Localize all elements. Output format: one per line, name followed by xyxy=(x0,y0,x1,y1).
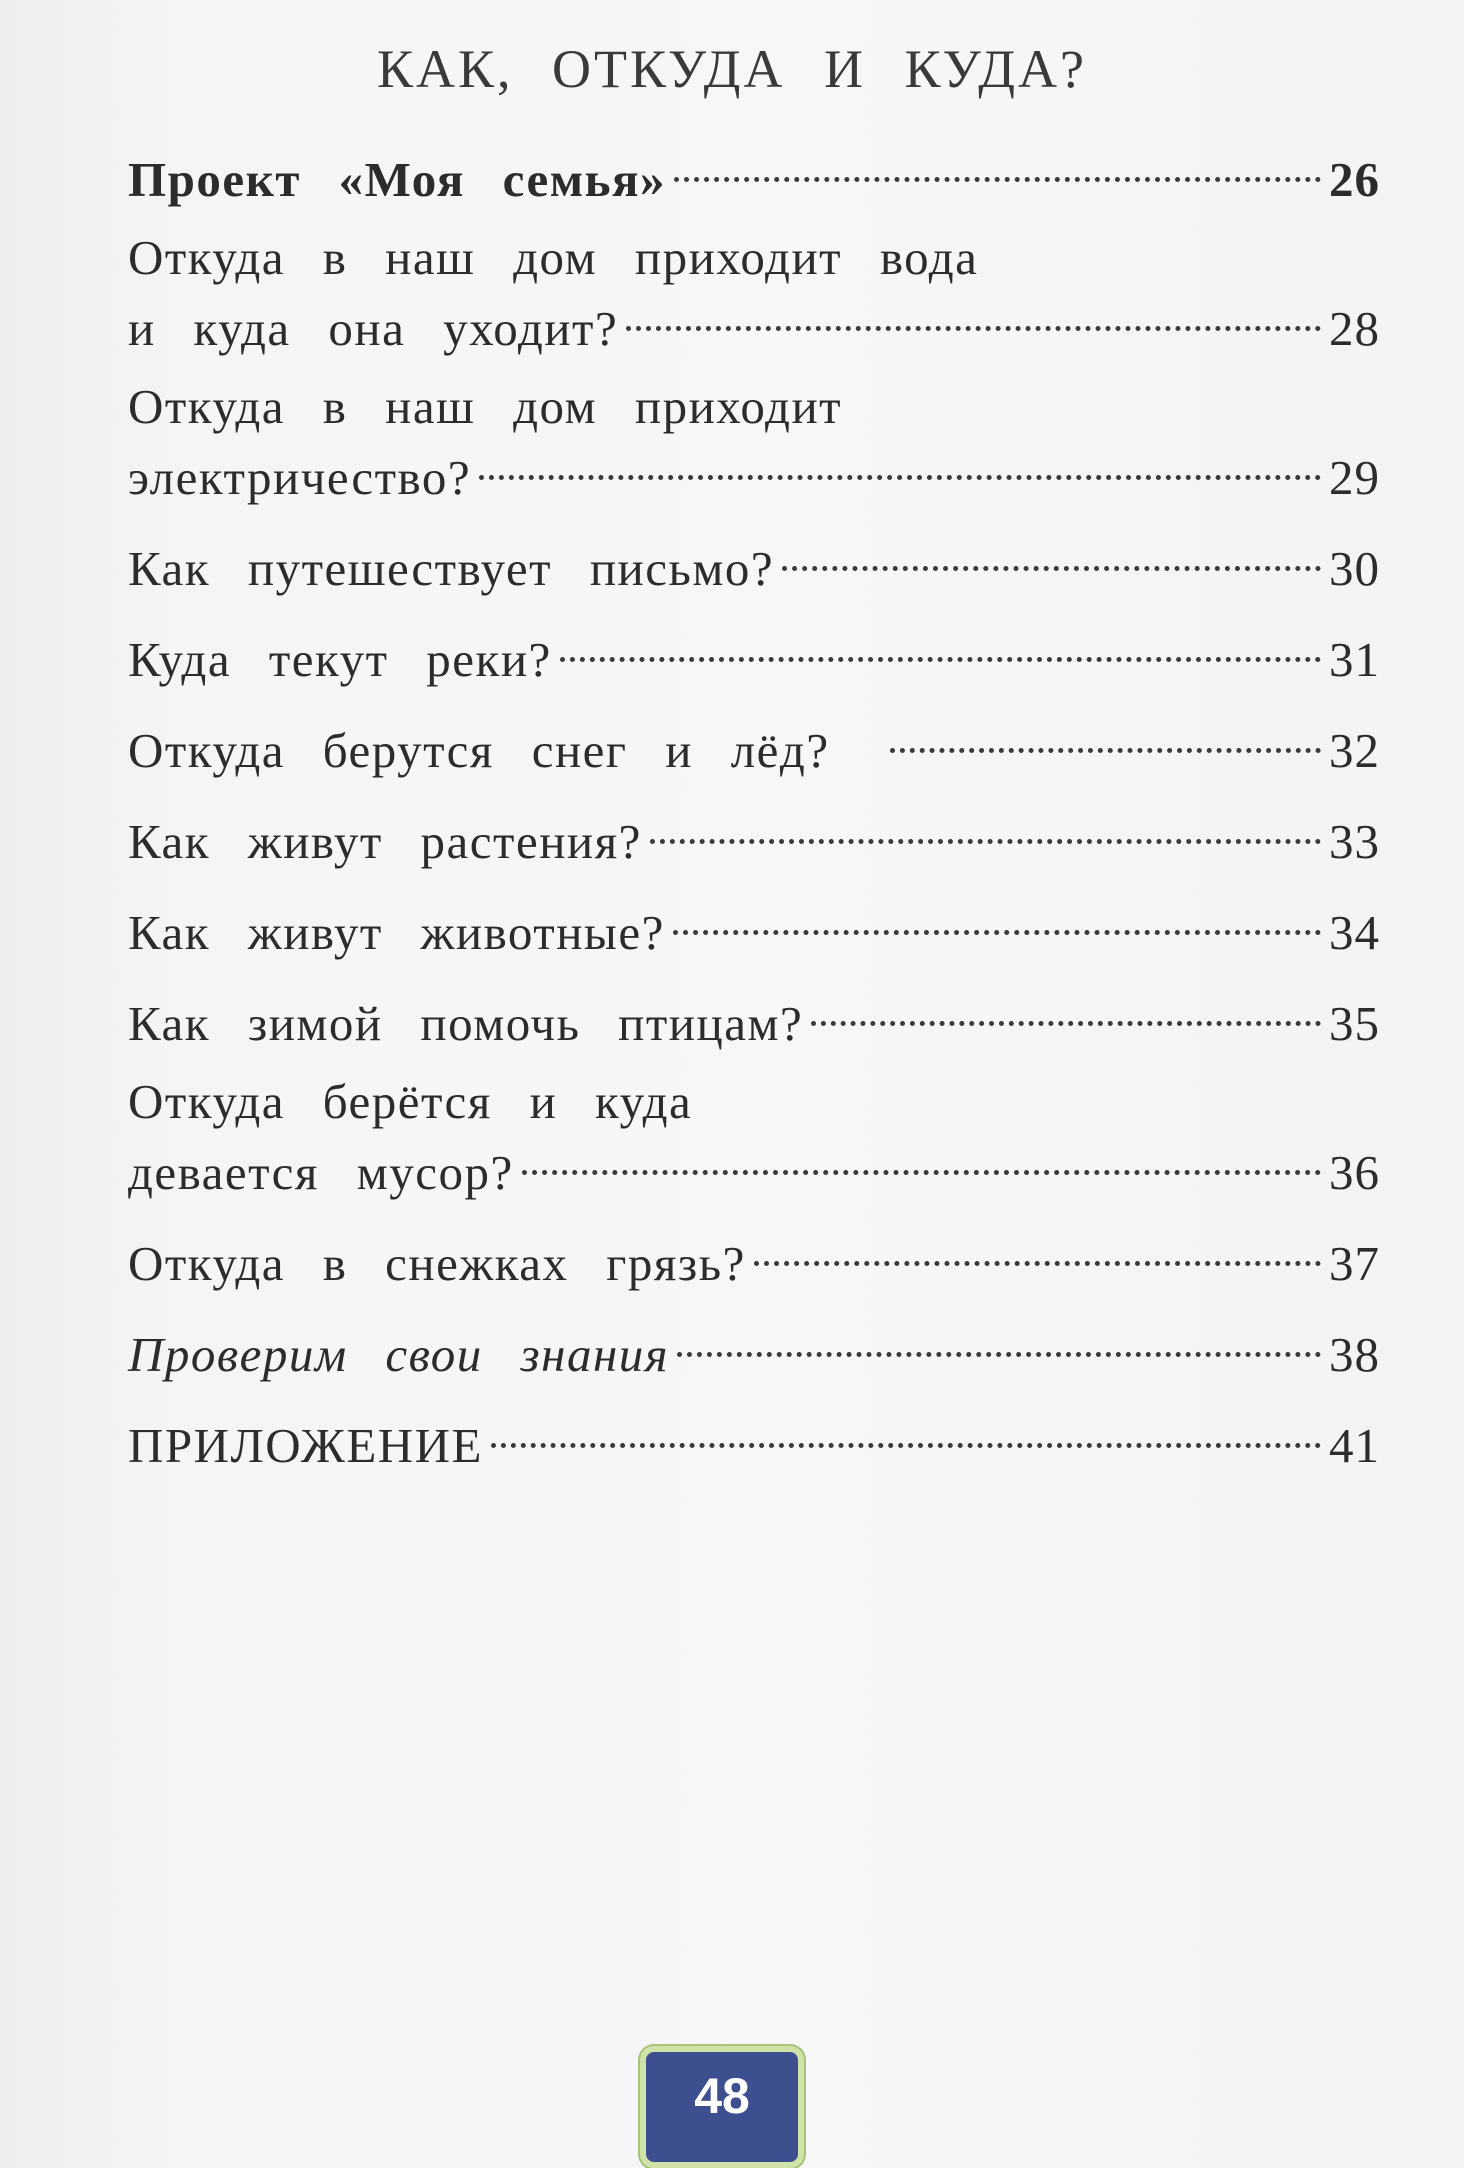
section-title: КАК, ОТКУДА И КУДА? xyxy=(376,39,1088,99)
toc-entry-page: 34 xyxy=(1329,905,1380,960)
toc-entry-title-line1: Откуда в наш дом приходит вода xyxy=(128,230,979,285)
toc-entry[interactable] xyxy=(128,982,1380,1053)
dot-leader xyxy=(673,891,1321,949)
dot-leader xyxy=(626,287,1321,345)
toc-entry[interactable] xyxy=(128,891,1380,962)
toc-entry-page: 32 xyxy=(1329,723,1380,778)
toc-entry-page: 36 xyxy=(1329,1145,1380,1200)
toc-entry-title: Куда текут реки? xyxy=(128,632,552,687)
toc-entry-page: 31 xyxy=(1329,632,1380,687)
dot-leader xyxy=(782,527,1321,585)
toc-entry[interactable] xyxy=(128,1222,1380,1293)
toc-entry-page: 33 xyxy=(1329,814,1380,869)
toc-entry-title-line1: Откуда в наш дом приходит xyxy=(128,379,843,434)
toc-entry-page: 38 xyxy=(1329,1327,1380,1382)
toc-entry-page: 41 xyxy=(1329,1418,1380,1473)
toc-entry-title: Откуда в снежках грязь? xyxy=(128,1236,746,1291)
toc-entry[interactable] xyxy=(128,138,1380,209)
toc-entry-page: 28 xyxy=(1329,301,1380,356)
dot-leader xyxy=(560,618,1321,676)
toc-entry[interactable] xyxy=(128,1404,1380,1475)
dot-leader xyxy=(650,800,1321,858)
toc-entry-title: Как зимой помочь птицам? xyxy=(128,996,804,1051)
dot-leader xyxy=(491,1404,1321,1462)
toc-entry-page: 26 xyxy=(1329,152,1380,207)
toc-entry[interactable] xyxy=(128,709,1380,780)
toc-entry[interactable] xyxy=(128,800,1380,871)
toc-entry[interactable] xyxy=(128,378,1380,507)
toc-entry-title-line2: электричество? xyxy=(128,450,472,505)
toc-entry-title-line1: Откуда берётся и куда xyxy=(128,1074,693,1129)
toc-entry-page: 29 xyxy=(1329,450,1380,505)
toc-entry[interactable] xyxy=(128,1313,1380,1384)
page-number-badge: 48 xyxy=(640,2046,804,2168)
toc-entry-page: 30 xyxy=(1329,541,1380,596)
toc-entry[interactable] xyxy=(128,1073,1380,1202)
dot-leader xyxy=(811,982,1321,1040)
toc-entry-page: 35 xyxy=(1329,996,1380,1051)
toc-entry[interactable] xyxy=(128,229,1380,358)
toc-entry-title: Проверим свои знания xyxy=(128,1327,670,1382)
toc-entry-title: Как путешествует письмо? xyxy=(128,541,775,596)
toc-entry-title: Откуда берутся снег и лёд? xyxy=(128,723,830,778)
table-of-contents xyxy=(128,138,1380,1495)
toc-entry-title: Как живут животные? xyxy=(128,905,665,960)
dot-leader xyxy=(677,1313,1321,1371)
toc-entry-page: 37 xyxy=(1329,1236,1380,1291)
toc-entry[interactable] xyxy=(128,527,1380,598)
toc-entry-title: ПРИЛОЖЕНИЕ xyxy=(128,1418,483,1473)
dot-leader xyxy=(479,436,1321,494)
toc-entry[interactable] xyxy=(128,618,1380,689)
toc-entry-title: Как живут растения? xyxy=(128,814,642,869)
toc-entry-title-line2: и куда она уходит? xyxy=(128,301,619,356)
toc-entry-title: Проект «Моя семья» xyxy=(128,152,666,207)
dot-leader xyxy=(890,709,1321,767)
toc-entry-title-line2: девается мусор? xyxy=(128,1145,514,1200)
dot-leader xyxy=(754,1222,1321,1280)
dot-leader xyxy=(674,138,1321,196)
dot-leader xyxy=(522,1131,1321,1189)
